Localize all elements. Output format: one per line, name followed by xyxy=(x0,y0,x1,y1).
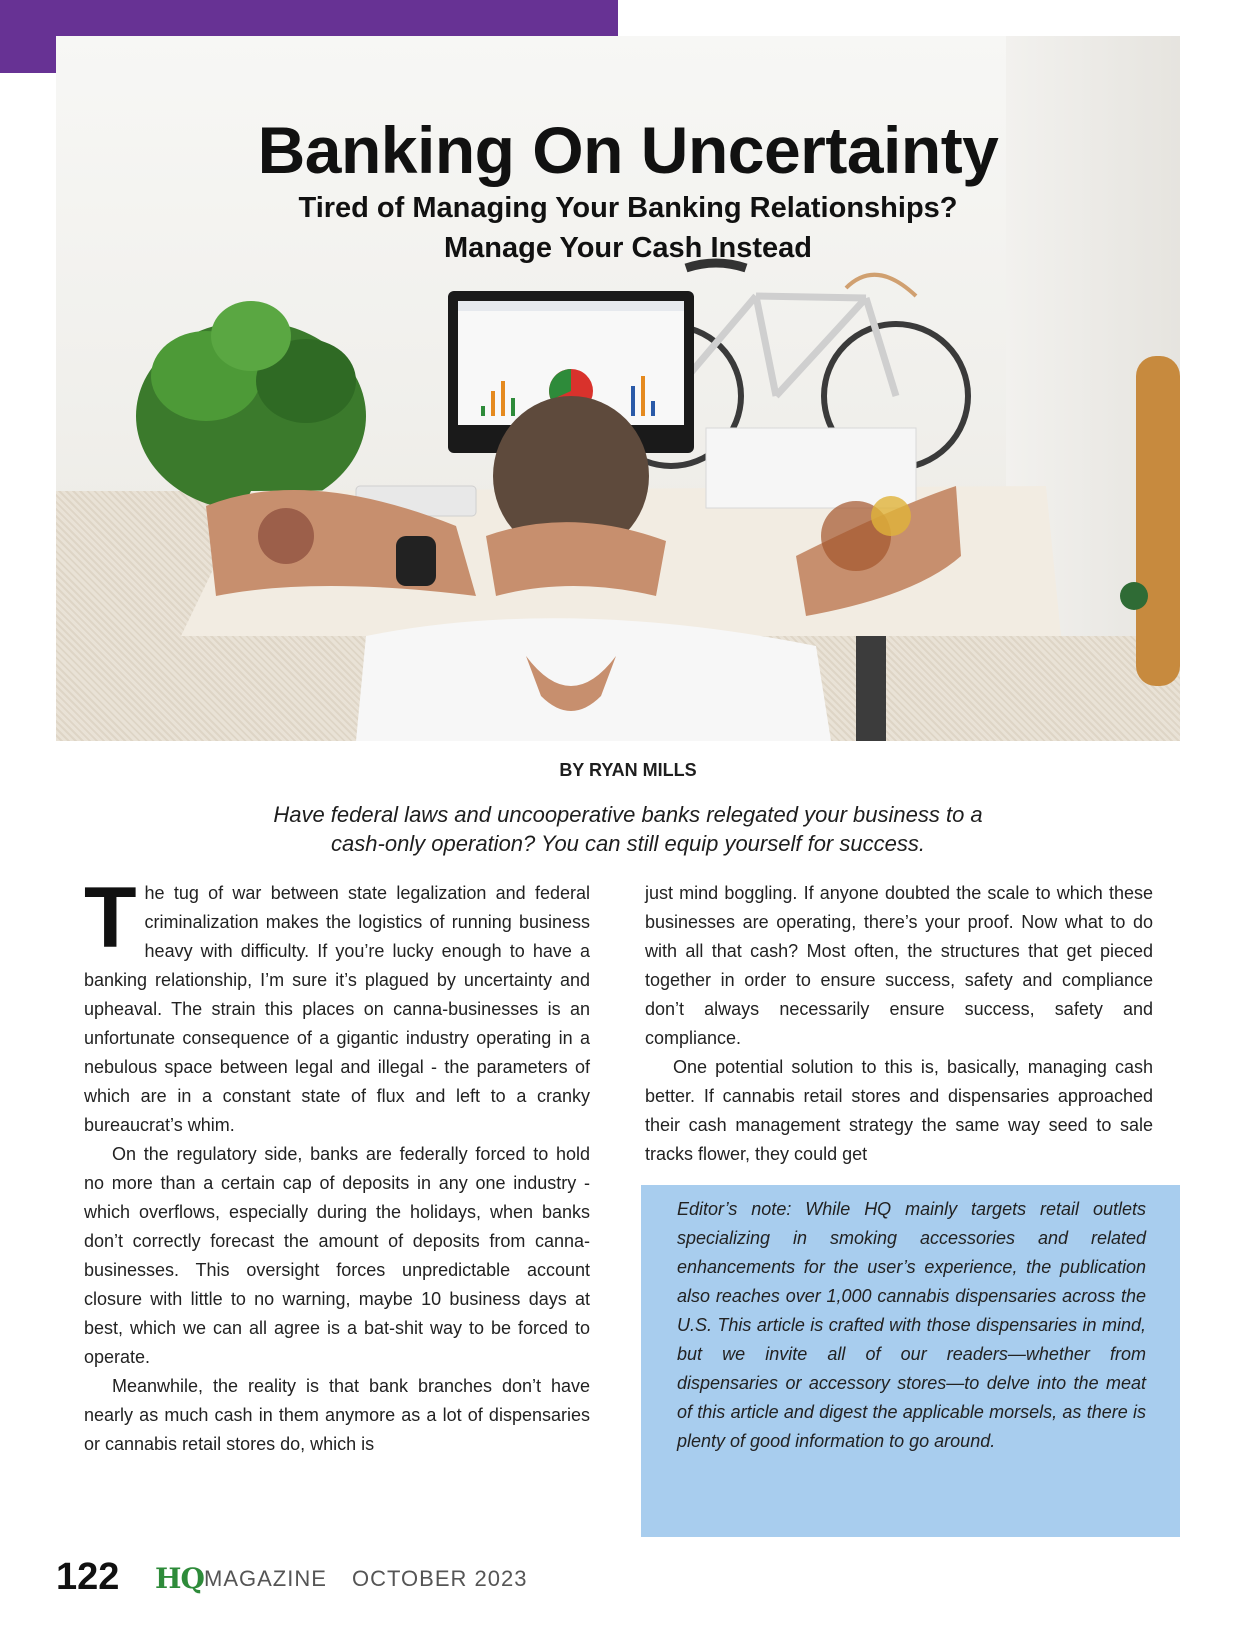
deck-line2: cash-only operation? You can still equip yourself for success. xyxy=(331,831,925,856)
paragraph-1 xyxy=(84,870,590,1140)
editors-note-text: Editor’s note: While HQ mainly targets retail outlets specializing in smoking accessories and related enhancements for the user’s experience, the publication also reaches over 1,000 cannabis dispensaries across the U.S. This article is crafted with those dispensaries in mind, but we invite all of our readers—whether from dispensaries or accessory stores—to delve into the meat of this article and digest the applicable morsels, as there is plenty of good information to go around. xyxy=(677,1199,1146,1451)
skateboard xyxy=(1136,356,1180,686)
desk-leg xyxy=(856,636,886,741)
deck-line1: Have federal laws and uncooperative banks relegated your business to a xyxy=(273,802,983,827)
issue-date: OCTOBER 2023 xyxy=(352,1566,528,1591)
paragraph-5: One potential solution to this is, basically, managing cash better. If cannabis retail stores and dispensaries approached their cash management strategy the same way seed to sale tracks flower, they could get xyxy=(645,1057,1153,1164)
wristwatch xyxy=(396,536,436,586)
paragraph-4: just mind boggling. If anyone doubted the scale to which these businesses are operating, there’s your proof. Now what to do with all that cash? Most often, the structures that get pieced together in order to ensure success, safety and compliance don’t always necessarily ensure success, safety and compliance. xyxy=(645,883,1153,1048)
paragraph-1-text: he tug of war between state legalization and federal criminalization makes the logistics of running business heavy with difficulty. If you’re lucky enough to have a banking relationship, I’m sure it’s plagued by uncertainty and upheaval. The strain this places on canna-businesses is an unfortunate consequence of a gigantic industry operating in a nebulous space between legal and illegal - the parameters of which are in a constant state of flux and left to a cranky bureaucrat’s whim. xyxy=(84,883,590,1135)
magazine-label: MAGAZINE xyxy=(204,1566,327,1591)
article-title: Banking On Uncertainty xyxy=(257,113,999,187)
article-subtitle-line2: Manage Your Cash Instead xyxy=(444,232,812,264)
body-column-right xyxy=(645,879,1153,1169)
byline: BY RYAN MILLS xyxy=(559,760,697,780)
skateboard-wheel xyxy=(1120,582,1148,610)
potted-plant xyxy=(136,301,366,511)
clasped-hands xyxy=(486,522,666,596)
article-subtitle-line1: Tired of Managing Your Banking Relationships? xyxy=(298,192,958,224)
article-deck xyxy=(0,800,1256,858)
paragraph-2: On the regulatory side, banks are federally forced to hold no more than a certain cap of deposits in any one industry - which overflows, especially during the holidays, when banks don’t correctly forecast the amount of deposits from canna-businesses. This oversight forces unpredictable account closure with little to no warning, maybe 10 business days at best, which we can all agree is a bat-shit way to be forced to operate. xyxy=(84,1144,590,1367)
page-footer xyxy=(56,1556,656,1606)
drop-cap: T xyxy=(84,870,137,966)
page-number: 122 xyxy=(56,1556,120,1598)
paragraph-3: Meanwhile, the reality is that bank branches don’t have nearly as much cash in them anymore as a lot of dispensaries or cannabis retail stores do, which is xyxy=(84,1376,590,1454)
body-column-left xyxy=(84,870,590,1459)
printer xyxy=(706,428,916,508)
editors-note-box xyxy=(641,1185,1180,1537)
hq-logo-icon: HQ xyxy=(155,1562,204,1595)
